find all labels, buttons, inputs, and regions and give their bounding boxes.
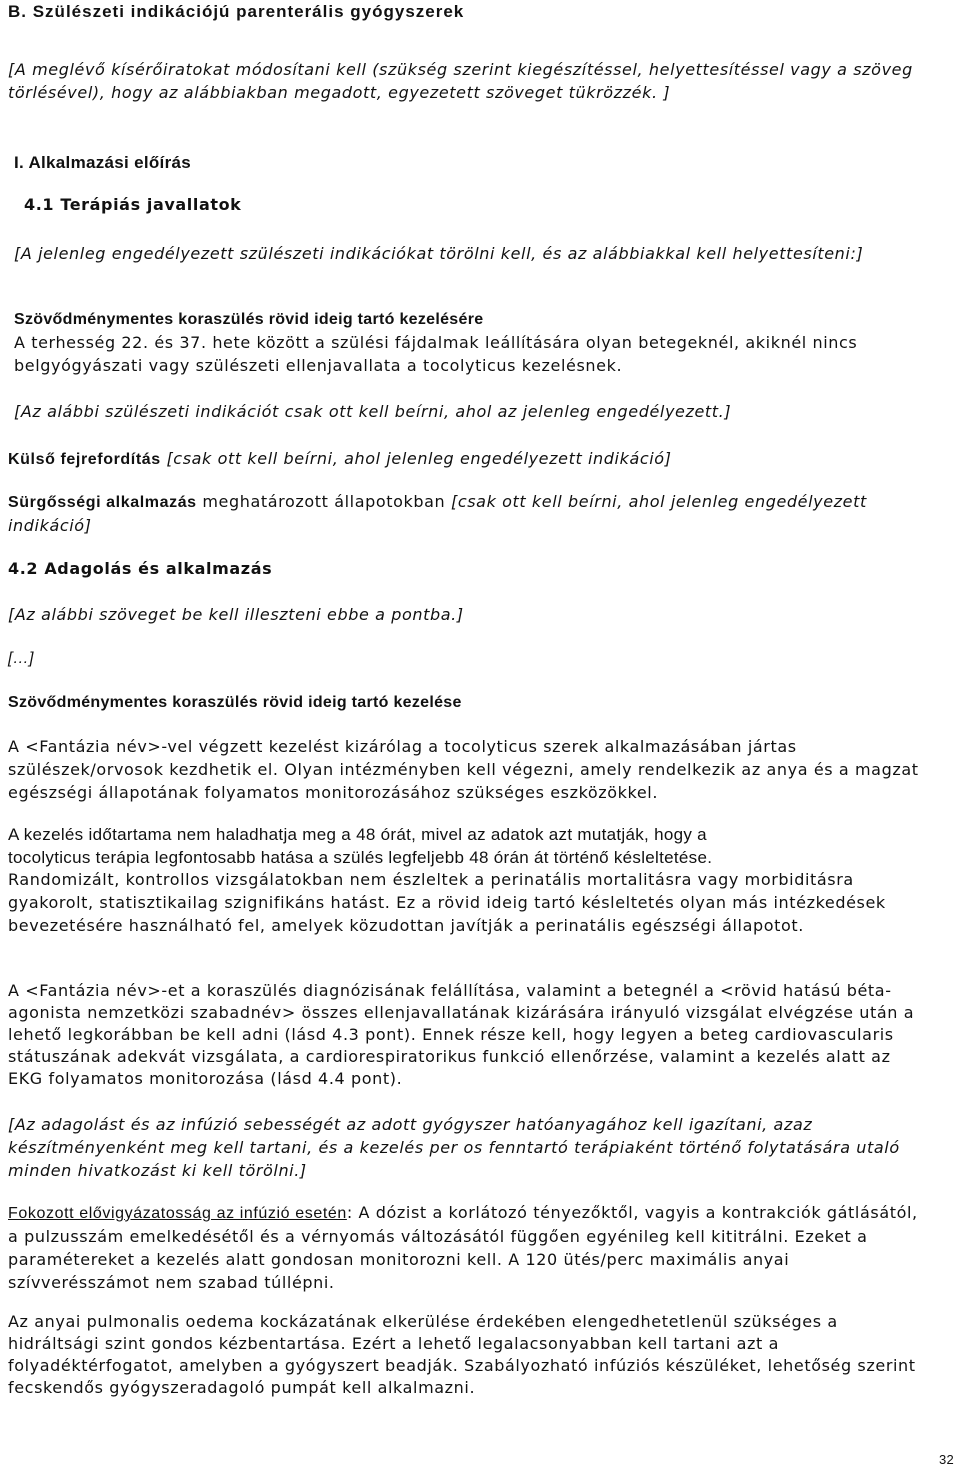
external-version-line (8, 447, 930, 471)
section-4-2-subheading: Szövődménymentes koraszülés rövid ideig tartó kezelése (8, 694, 462, 711)
caution-text: : A dózist a korlátozó tényezőktől, vagyis a kontrakciók gátlásától, a pulzusszám emelkedésétől és a vérnyomás változásától függően egyénileg kell kititrálni. Ezeket a paramétereket a kezelés alatt gondosan monitorozni kell. A 120 ütés/perc maximális anyai szívverésszámot nem szabad túllépni. (8, 1203, 918, 1292)
section-4-2-note2: [Az adagolást és az infúzió sebességét az adott gyógyszer hatóanyagához kell igazítani, azaz készítményenként meg kell tartani, és a kezelés per os fenntartó terápiaként történő folytatására utaló minden hivatkozást ki kell törölni.] (8, 1115, 900, 1180)
paragraph-diagnosis: A <Fantázia név>-et a koraszülés diagnózisának felállítása, valamint a betegnél a <rövid hatású béta-agonista nemzetközi szabadnév> összes ellenjavallatának kizárására irányuló vizsgálat elvégzése után a lehető legkorábban be kell adni (lásd 4.3 pont). Ennek része kell, hogy legyen a beteg cardiovascularis státuszának adekvát vizsgálata, a cardiorespiratorikus funkció ellenőrzése, valamint a kezelés alatt az EKG folyamatos monitorozása (lásd 4.4 pont). (8, 981, 915, 1088)
paragraph-duration-line-2: tocolyticus terápia legfontosabb hatása a szülés legfeljebb 48 órán át történő késleltetése. (8, 848, 713, 867)
caution-label: Fokozott elővigyázatosság az infúzió esetén (8, 1205, 347, 1222)
external-note: [csak ott kell beírni, ahol jelenleg engedélyezett indikáció] (166, 449, 672, 468)
paragraph-specialists: A <Fantázia név>-vel végzett kezelést kizárólag a tocolyticus szerek alkalmazásában jártas szülészek/orvosok kezdhetik el. Olyan intézményben kell végezni, amely rendelkezik az anya és a magzat egészségi állapotának folyamatos monitorozásához szükséges eszközökkel. (8, 737, 919, 802)
section-4-1-note2: [Az alábbi szülészeti indikációt csak ott kell beírni, ahol az jelenleg engedélyezett.] (14, 402, 732, 421)
paragraph-duration-line-1: A kezelés időtartama nem haladhatja meg a 48 órát, mivel az adatok azt mutatják, hogy a (8, 825, 707, 844)
indication-title: Szövődménymentes koraszülés rövid ideig tartó kezelésére (14, 311, 484, 328)
section-4-2-note: [Az alábbi szöveget be kell illeszteni ebbe a pontba.] (8, 605, 464, 624)
intro-note: [A meglévő kísérőiratokat módosítani kell (szükség szerint kiegészítéssel, helyettesítéssel vagy a szöveg törlésével), hogy az alábbiakban megadott, egyezetett szöveget tükrözzék. ] (8, 60, 913, 102)
indication-text: A terhesség 22. és 37. hete között a szülési fájdalmak leállítására olyan betegeknél, akiknél nincs belgyógyászati vagy szülészeti ellenjavallata a tocolyticus kezelésnek. (14, 333, 858, 375)
external-title: Külső fejrefordítás (8, 451, 161, 468)
section-4-1-note: [A jelenleg engedélyezett szülészeti indikációkat törölni kell, és az alábbiakkal kell helyettesíteni:] (14, 244, 864, 263)
ellipsis-marker: […] (8, 650, 34, 667)
paragraph-pulmonary-oedema: Az anyai pulmonalis oedema kockázatának elkerülése érdekében elengedhetetlenül szükséges a hidráltsági szint gondos kézbentartása. Ezért a lehető legalacsonyabban kell tartani azt a folyadéktérfogatot, amelyben a gyógyszert beadják. Szabályozható infúziós készüléket, lehetőség szerint fecskendős gyógyszeradagoló pumpát kell alkalmazni. (8, 1312, 916, 1397)
emergency-title: Sürgősségi alkalmazás (8, 494, 197, 511)
section-4-1-heading: 4.1 Terápiás javallatok (24, 195, 242, 214)
part-heading: I. Alkalmazási előírás (14, 153, 192, 172)
paragraph-duration-rest: Randomizált, kontrollos vizsgálatokban nem észleltek a perinatális mortalitásra vagy morbiditásra gyakorolt, statisztikailag szignifikáns hatást. Ez a rövid ideig tartó késleltetés olyan más intézkedések bevezetésére használható fel, amelyek közudottan javítják a perinatális egészségi állapotot. (8, 870, 886, 935)
section-4-2-heading: 4.2 Adagolás és alkalmazás (8, 559, 273, 578)
page-number: 32 (938, 1452, 954, 1467)
section-title: B. Szülészeti indikációjú parenterális gyógyszerek (8, 2, 465, 21)
emergency-text: meghatározott állapotokban (202, 492, 446, 511)
emergency-note: [csak ott kell beírni, ahol jelenleg engedélyezett indikáció] (8, 492, 867, 535)
emergency-line (8, 490, 930, 537)
caution-paragraph (8, 1201, 930, 1294)
